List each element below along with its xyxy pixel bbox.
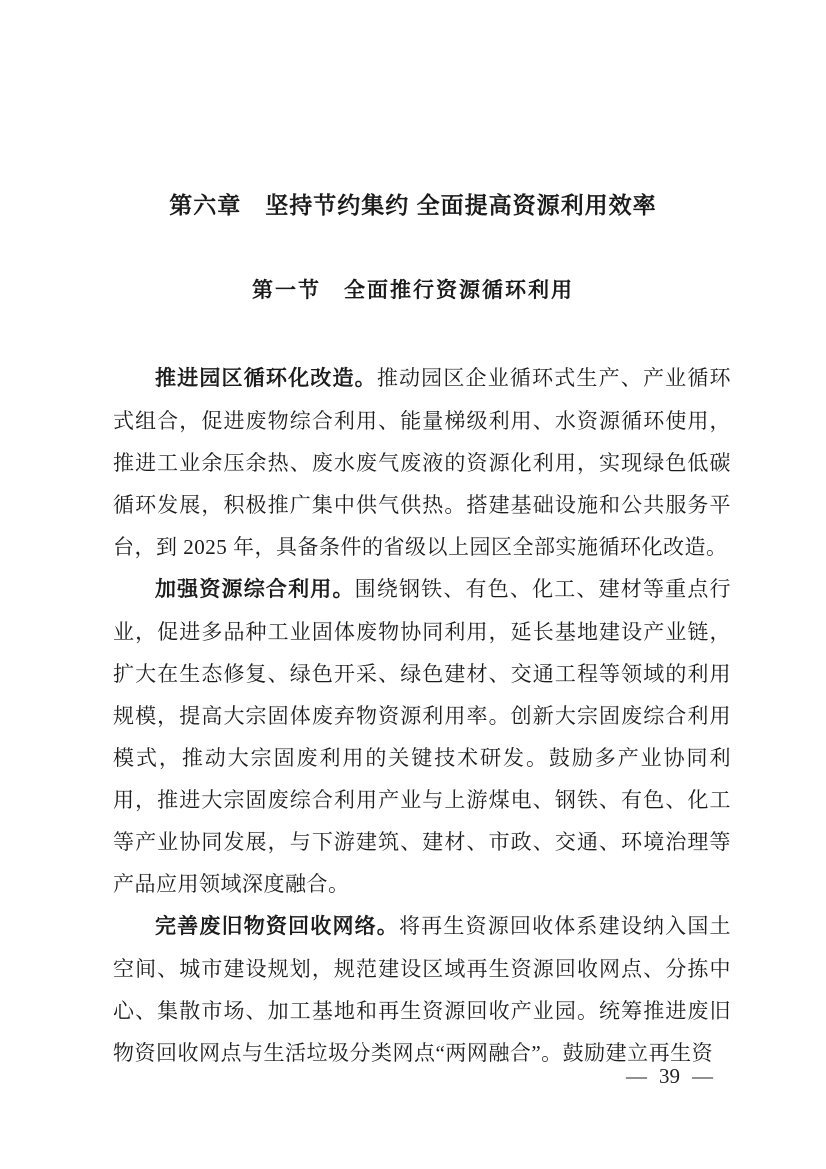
- paragraph-3: [113, 905, 731, 1074]
- paragraph-text: 围绕钢铁、有色、化工、建材等重点行业，促进多品种工业固体废物协同利用，延长基地建设产业链，扩大在生态修复、绿色开采、绿色建材、交通工程等领域的利用规模，提高大宗固体废弃物资源利用率。创新大宗固废综合利用模式，推动大宗固废利用的关键技术研发。鼓励多产业协同利用，推进大宗固废综合利用产业与上游煤电、钢铁、有色、化工等产业协同发展，与下游建筑、建材、市政、交通、环境治理等产品应用领域深度融合。: [113, 577, 732, 896]
- paragraph-2: [113, 568, 731, 905]
- chapter-title: 第六章 坚持节约集约 全面提高资源利用效率: [169, 192, 657, 218]
- paragraph-1: [113, 357, 731, 568]
- footer-dash-left: —: [626, 1064, 647, 1088]
- footer-dash-right: —: [692, 1064, 713, 1088]
- page-footer: [626, 1062, 713, 1090]
- paragraph-lead: 推进园区循环化改造。: [155, 367, 377, 390]
- paragraph-text: 推动园区企业循环式生产、产业循环式组合，促进废物综合利用、能量梯级利用、水资源循环使用，推进工业余压余热、废水废气废液的资源化利用，实现绿色低碳循环发展，积极推广集中供气供热。搭建基础设施和公共服务平台，到 2025 年，具备条件的省级以上园区全部实施循环化改造。: [113, 366, 732, 559]
- paragraph-text: 将再生资源回收体系建设纳入国土空间、城市建设规划，规范建设区域再生资源回收网点、分拣中心、集散市场、加工基地和再生资源回收产业园。统筹推进废旧物资回收网点与生活垃圾分类网点“两网融合”。鼓励建立再生资: [113, 914, 732, 1065]
- section-title: 第一节 全面推行资源循环利用: [252, 278, 574, 302]
- paragraph-lead: 加强资源综合利用。: [155, 578, 355, 601]
- paragraph-lead: 完善废旧物资回收网络。: [155, 915, 399, 938]
- page-number: 39: [659, 1064, 680, 1088]
- body-text: [113, 357, 731, 1074]
